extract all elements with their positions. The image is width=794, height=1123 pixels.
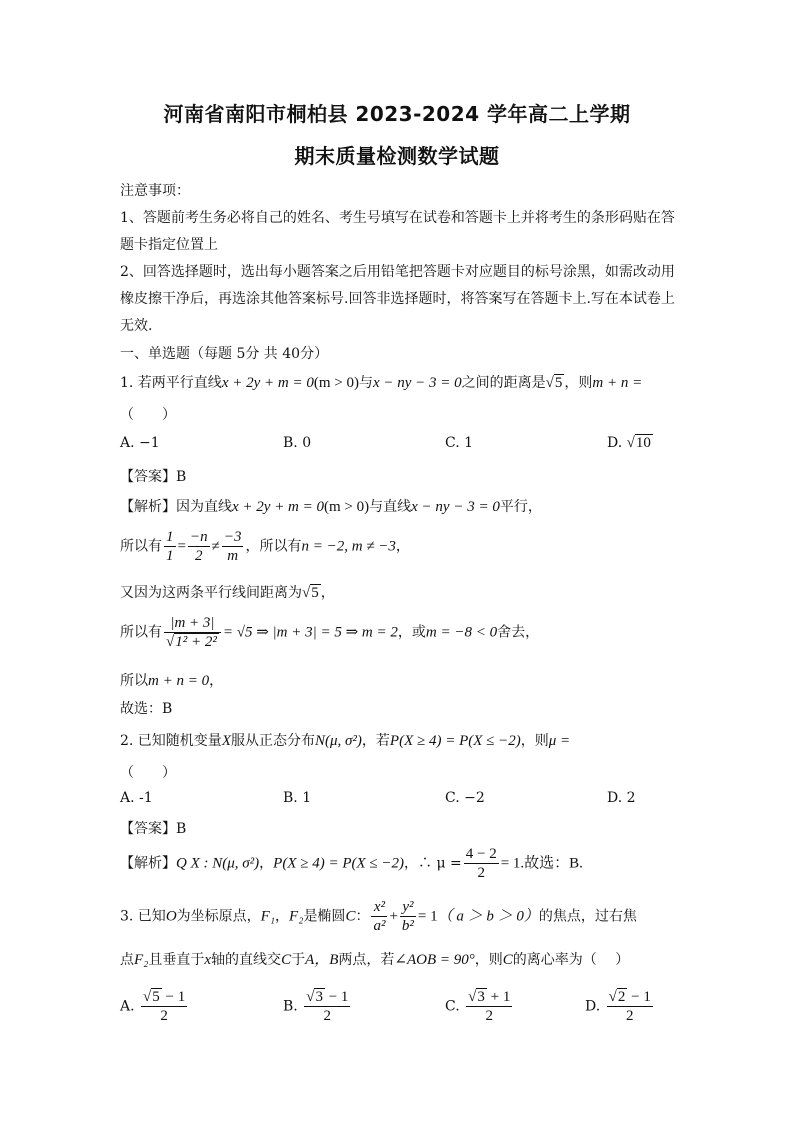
title-line-1: 河南省南阳市桐柏县 2023-2024 学年高二上学期 — [163, 102, 631, 126]
q1-option-d: D. √10 — [607, 435, 651, 451]
q3-option-c: C. $\frac{√3 + 1}{2}$ — [445, 989, 511, 1024]
q2-option-c: C. −2 — [445, 790, 485, 806]
notice-1a: 1、答题前考生务必将自己的姓名、考生号填写在试卷和答题卡上并将考生的条形码贴在答 — [120, 210, 675, 226]
notice-heading: 注意事项： — [120, 183, 190, 199]
q3-stem-1: 3. 已知O为坐标原点，F₁，F₂是椭圆C： $\frac{\text{x²}}{\text{a²}}$ + $\frac{\text{y²}}{\text{b²}}$ = 1（ a ＞ b ＞ 0）的焦点，过右焦 — [120, 899, 637, 934]
q2-stem: 2. 已知随机变量X服从正态分布N(μ, σ²)，若P(X ≥ 4) = P(X ≤ −2)，则μ = — [120, 733, 571, 749]
q2-paren: （ ） — [120, 765, 176, 781]
q1-answer: 【答案】B — [120, 469, 187, 485]
q1-stem: 1. 若两平行直线x + 2y + m = 0(m > 0)与x − ny − 3 = 0之间的距离是√5 ，则m + n = — [120, 375, 643, 391]
q2-option-a: A. -1 — [120, 790, 153, 806]
sqrt-symbol: √ — [545, 375, 554, 391]
q3-option-b: B. $\frac{√3 - 1}{2}$ — [283, 989, 349, 1024]
notice-1b: 题卡指定位置上 — [120, 237, 218, 253]
q1-solution-4: 所以有 $\frac{|m + 3|}{\text{√1² + 2²}}$ = √5 ⇒ |m + 3| = 5 ⇒ m = 2，或m = −8 < 0舍去， — [120, 615, 540, 650]
section-heading: 一、单选题（每题 5分 共 40分） — [120, 346, 329, 362]
q2-option-d: D. 2 — [607, 790, 636, 806]
q1-solution-3: 又因为这两条平行线间距离为√5 ， — [120, 585, 335, 601]
q3-stem-2: 点F₂且垂直于x轴的直线交C于A，B两点，若∠AOB = 90°，则C的离心率为（ ） — [120, 952, 630, 968]
q1-solution-5: 所以m + n = 0， — [120, 673, 224, 689]
q1-solution-1: 【解析】因为直线x + 2y + m = 0(m > 0)与直线x − ny − 3 = 0平行， — [120, 499, 542, 515]
q1-paren: （ ） — [120, 407, 176, 423]
notice-2a: 2、回答选择题时，选出每小题答案之后用铅笔把答题卡对应题目的标号涂黑，如需改动用 — [120, 264, 675, 280]
q2-solution: 【解析】Q X : N(μ, σ²)，P(X ≥ 4) = P(X ≤ −2)，∴ μ = $\frac{4 - 2}{2}$ = 1.故选：B. — [120, 846, 583, 881]
q3-option-d: D. $\frac{√2 - 1}{2}$ — [585, 989, 651, 1024]
q1-option-a: A. −1 — [120, 435, 160, 451]
q1-solution-2: 所以有 $\frac{1}{1}$ = $\frac{-n}{2}$ ≠ $\frac{-3}{m}$ ，所以有n = −2, m ≠ −3， — [120, 529, 410, 564]
notice-2b: 橡皮擦干净后，再选涂其他答案标号.回答非选择题时，将答案写在答题卡上.写在本试卷上 — [120, 291, 675, 307]
q3-option-a: A. $\frac{√5 - 1}{2}$ — [120, 989, 186, 1024]
q1-option-b: B. 0 — [283, 435, 312, 451]
notice-2c: 无效. — [120, 318, 153, 334]
q1-solution-6: 故选：B — [120, 701, 173, 717]
q1-option-c: C. 1 — [445, 435, 474, 451]
q1-number: 1. — [120, 375, 134, 391]
q2-option-b: B. 1 — [283, 790, 312, 806]
q2-answer: 【答案】B — [120, 821, 187, 837]
title-line-2: 期末质量检测数学试题 — [294, 144, 500, 168]
